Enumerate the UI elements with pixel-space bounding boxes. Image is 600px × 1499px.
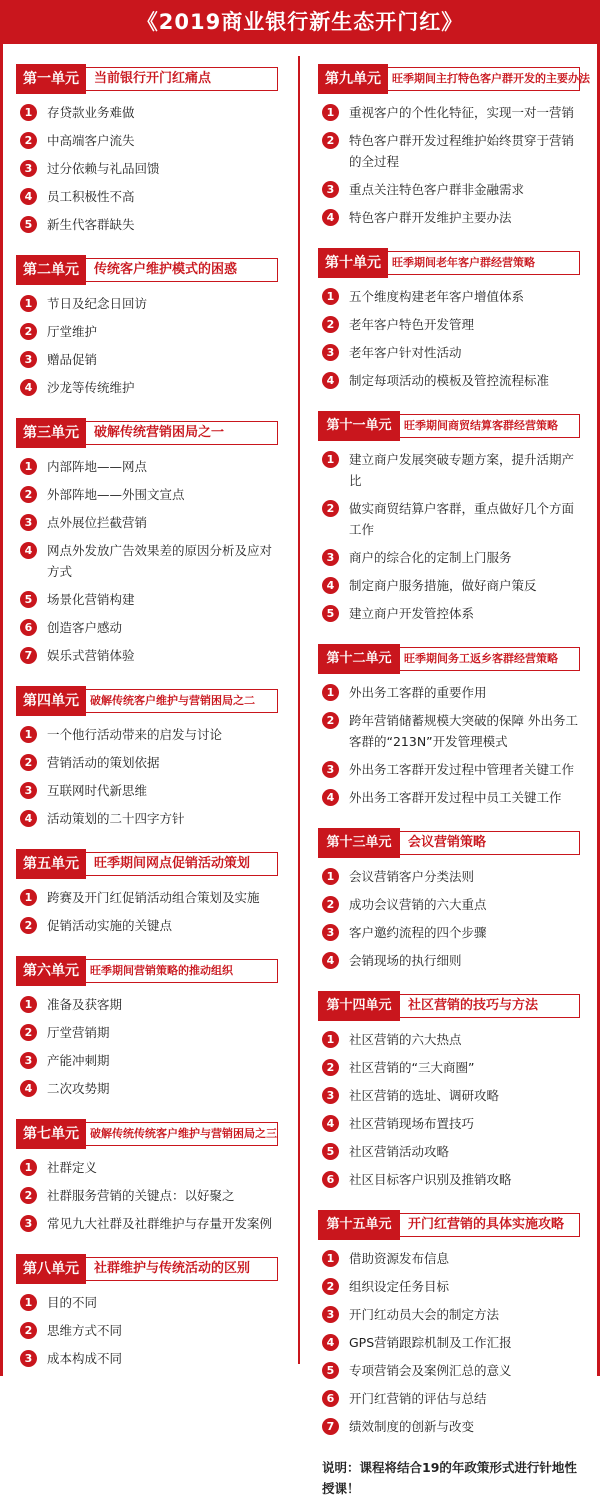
number-badge: 2 bbox=[20, 1322, 37, 1339]
unit-header bbox=[318, 991, 580, 1021]
number-badge: 4 bbox=[322, 952, 339, 969]
unit-title: 旺季期间老年客户群经营策略 bbox=[386, 251, 580, 275]
item-text: 新生代客群缺失 bbox=[47, 217, 135, 232]
unit-section bbox=[318, 991, 580, 1190]
unit-tag: 第四单元 bbox=[16, 686, 86, 716]
number-badge: 3 bbox=[322, 761, 339, 778]
number-badge: 2 bbox=[322, 712, 339, 729]
item-text: 外出务工客群开发过程中员工关键工作 bbox=[349, 790, 562, 805]
unit-header bbox=[16, 64, 278, 94]
unit-section bbox=[318, 64, 590, 228]
item-text: 特色客户群开发维护主要办法 bbox=[349, 210, 512, 225]
item-text: 社区营销现场布置技巧 bbox=[349, 1116, 475, 1131]
number-badge: 3 bbox=[20, 1215, 37, 1232]
item-text: 跨赛及开门红促销活动组合策划及实施 bbox=[47, 890, 260, 905]
unit-tag: 第七单元 bbox=[16, 1119, 86, 1149]
list-item bbox=[322, 1248, 580, 1269]
number-badge: 3 bbox=[322, 1087, 339, 1104]
list-item bbox=[20, 780, 278, 801]
item-text: 沙龙等传统维护 bbox=[47, 380, 135, 395]
list-item bbox=[20, 158, 278, 179]
left-border bbox=[0, 44, 3, 1376]
list-item bbox=[322, 710, 580, 752]
number-badge: 2 bbox=[20, 1024, 37, 1041]
item-text: 厅堂维护 bbox=[47, 324, 98, 339]
item-text: 制定商户服务措施，做好商户策反 bbox=[349, 578, 537, 593]
item-text: 产能冲刺期 bbox=[47, 1053, 110, 1068]
unit-section bbox=[16, 418, 278, 666]
number-badge: 1 bbox=[20, 726, 37, 743]
number-badge: 1 bbox=[322, 288, 339, 305]
unit-tag: 第十四单元 bbox=[318, 991, 400, 1021]
item-text: GPS营销跟踪机制及工作汇报 bbox=[349, 1335, 512, 1350]
item-text: 外出务工客群开发过程中管理者关键工作 bbox=[349, 762, 575, 777]
number-badge: 2 bbox=[322, 1059, 339, 1076]
unit-title: 当前银行开门红痛点 bbox=[84, 67, 278, 91]
item-text: 准备及获客期 bbox=[47, 997, 123, 1012]
item-text: 社区营销活动攻略 bbox=[349, 1144, 450, 1159]
column-divider bbox=[298, 56, 300, 1364]
list-item bbox=[322, 575, 580, 596]
list-item bbox=[322, 1141, 580, 1162]
item-text: 绩效制度的创新与改变 bbox=[349, 1419, 475, 1434]
list-item bbox=[20, 994, 278, 1015]
unit-header bbox=[16, 1119, 278, 1149]
list-item bbox=[322, 286, 580, 307]
unit-tag: 第十一单元 bbox=[318, 411, 400, 441]
number-badge: 3 bbox=[322, 924, 339, 941]
list-item bbox=[20, 617, 278, 638]
unit-title: 开门红营销的具体实施攻略 bbox=[398, 1213, 580, 1237]
list-item bbox=[322, 866, 580, 887]
number-badge: 7 bbox=[322, 1418, 339, 1435]
item-text: 商户的综合化的定制上门服务 bbox=[349, 550, 512, 565]
number-badge: 2 bbox=[20, 754, 37, 771]
number-badge: 2 bbox=[20, 132, 37, 149]
number-badge: 6 bbox=[322, 1171, 339, 1188]
item-text: 中高端客户流失 bbox=[47, 133, 135, 148]
item-text: 成本构成不同 bbox=[47, 1351, 123, 1366]
item-text: 借助资源发布信息 bbox=[349, 1251, 450, 1266]
unit-section bbox=[318, 248, 580, 391]
left-column bbox=[16, 64, 278, 1389]
item-text: 营销活动的策划依据 bbox=[47, 755, 160, 770]
item-text: 内部阵地——网点 bbox=[47, 459, 148, 474]
unit-section bbox=[16, 255, 278, 398]
list-item bbox=[20, 1050, 278, 1071]
list-item bbox=[322, 922, 580, 943]
number-badge: 2 bbox=[20, 917, 37, 934]
item-text: 网点外发放广告效果差的原因分析及应对方式 bbox=[47, 543, 273, 579]
unit-title: 传统客户维护模式的困惑 bbox=[84, 258, 278, 282]
item-text: 会议营销客户分类法则 bbox=[349, 869, 475, 884]
unit-section bbox=[318, 1210, 580, 1437]
list-item bbox=[20, 1320, 278, 1341]
number-badge: 4 bbox=[322, 372, 339, 389]
unit-header bbox=[318, 248, 580, 278]
list-item bbox=[322, 1360, 580, 1381]
item-text: 员工积极性不高 bbox=[47, 189, 135, 204]
unit-section bbox=[16, 849, 278, 936]
item-text: 会销现场的执行细则 bbox=[349, 953, 462, 968]
item-text: 外部阵地——外围文宣点 bbox=[47, 487, 185, 502]
list-item bbox=[20, 321, 278, 342]
number-badge: 4 bbox=[20, 188, 37, 205]
list-item bbox=[322, 1113, 580, 1134]
unit-tag: 第五单元 bbox=[16, 849, 86, 879]
unit-section bbox=[16, 64, 278, 235]
number-badge: 1 bbox=[322, 104, 339, 121]
item-text: 点外展位拦截营销 bbox=[47, 515, 148, 530]
list-item bbox=[322, 102, 580, 123]
number-badge: 1 bbox=[322, 868, 339, 885]
number-badge: 7 bbox=[20, 647, 37, 664]
list-item bbox=[322, 787, 580, 808]
list-item bbox=[20, 752, 278, 773]
list-item bbox=[20, 102, 278, 123]
number-badge: 2 bbox=[322, 500, 339, 517]
item-text: 特色客户群开发过程维护始终贯穿于营销的全过程 bbox=[349, 133, 575, 169]
unit-tag: 第十单元 bbox=[318, 248, 388, 278]
item-text: 重视客户的个性化特征，实现一对一营销 bbox=[349, 105, 575, 120]
item-text: 外出务工客群的重要作用 bbox=[349, 685, 487, 700]
list-item bbox=[20, 540, 278, 582]
number-badge: 5 bbox=[322, 1143, 339, 1160]
unit-header bbox=[318, 64, 590, 94]
number-badge: 4 bbox=[20, 379, 37, 396]
list-item bbox=[322, 894, 580, 915]
number-badge: 3 bbox=[20, 351, 37, 368]
unit-header bbox=[16, 956, 278, 986]
item-text: 一个他行活动带来的启发与讨论 bbox=[47, 727, 223, 742]
unit-tag: 第九单元 bbox=[318, 64, 388, 94]
list-item bbox=[322, 1388, 580, 1409]
number-badge: 3 bbox=[20, 160, 37, 177]
unit-header bbox=[318, 828, 580, 858]
list-item bbox=[20, 377, 278, 398]
unit-section bbox=[318, 411, 580, 624]
unit-header bbox=[16, 849, 278, 879]
number-badge: 4 bbox=[322, 209, 339, 226]
item-text: 做实商贸结算户客群，重点做好几个方面工作 bbox=[349, 501, 575, 537]
unit-title: 旺季期间商贸结算客群经营策略 bbox=[398, 414, 580, 438]
number-badge: 3 bbox=[322, 344, 339, 361]
list-item bbox=[20, 484, 278, 505]
list-item bbox=[20, 1185, 278, 1206]
list-item bbox=[322, 370, 580, 391]
number-badge: 1 bbox=[20, 889, 37, 906]
item-text: 促销活动实施的关键点 bbox=[47, 918, 173, 933]
item-text: 活动策划的二十四字方针 bbox=[47, 811, 185, 826]
list-item bbox=[20, 1213, 278, 1234]
page-title: 《2019商业银行新生态开门红》 bbox=[0, 0, 600, 44]
number-badge: 2 bbox=[322, 1278, 339, 1295]
unit-tag: 第三单元 bbox=[16, 418, 86, 448]
list-item bbox=[322, 1169, 580, 1190]
number-badge: 2 bbox=[20, 1187, 37, 1204]
number-badge: 1 bbox=[322, 1031, 339, 1048]
list-item bbox=[20, 915, 278, 936]
unit-section bbox=[318, 828, 580, 971]
number-badge: 4 bbox=[20, 1080, 37, 1097]
unit-header bbox=[16, 255, 278, 285]
list-item bbox=[322, 342, 580, 363]
number-badge: 4 bbox=[322, 1115, 339, 1132]
number-badge: 6 bbox=[20, 619, 37, 636]
item-text: 老年客户针对性活动 bbox=[349, 345, 462, 360]
number-badge: 1 bbox=[322, 684, 339, 701]
item-text: 社区营销的六大热点 bbox=[349, 1032, 462, 1047]
item-text: 开门红动员大会的制定方法 bbox=[349, 1307, 500, 1322]
list-item bbox=[20, 1022, 278, 1043]
item-text: 老年客户特色开发管理 bbox=[349, 317, 475, 332]
unit-tag: 第一单元 bbox=[16, 64, 86, 94]
list-item bbox=[20, 186, 278, 207]
list-item bbox=[20, 1292, 278, 1313]
list-item bbox=[20, 645, 278, 666]
item-text: 五个维度构建老年客户增值体系 bbox=[349, 289, 525, 304]
list-item bbox=[20, 589, 278, 610]
number-badge: 1 bbox=[20, 996, 37, 1013]
number-badge: 1 bbox=[20, 458, 37, 475]
item-text: 专项营销会及案例汇总的意义 bbox=[349, 1363, 512, 1378]
list-item bbox=[20, 1078, 278, 1099]
item-text: 存贷款业务难做 bbox=[47, 105, 135, 120]
list-item bbox=[20, 349, 278, 370]
item-text: 厅堂营销期 bbox=[47, 1025, 110, 1040]
list-item bbox=[322, 1304, 580, 1325]
unit-section bbox=[16, 686, 278, 829]
number-badge: 1 bbox=[20, 1159, 37, 1176]
list-item bbox=[322, 1085, 580, 1106]
item-text: 制定每项活动的模板及管控流程标准 bbox=[349, 373, 550, 388]
unit-header bbox=[16, 1254, 278, 1284]
number-badge: 1 bbox=[20, 295, 37, 312]
item-text: 思维方式不同 bbox=[47, 1323, 123, 1338]
list-item bbox=[322, 179, 580, 200]
number-badge: 3 bbox=[20, 782, 37, 799]
item-text: 社区营销的“三大商圈” bbox=[349, 1060, 475, 1075]
number-badge: 3 bbox=[20, 1350, 37, 1367]
unit-title: 破解传统客户维护与营销困局之二 bbox=[84, 689, 278, 713]
list-item bbox=[20, 130, 278, 151]
number-badge: 6 bbox=[322, 1390, 339, 1407]
unit-tag: 第二单元 bbox=[16, 255, 86, 285]
item-text: 客户邀约流程的四个步骤 bbox=[349, 925, 487, 940]
item-text: 社群服务营销的关键点：以好聚之 bbox=[47, 1188, 235, 1203]
unit-header bbox=[16, 686, 278, 716]
number-badge: 5 bbox=[20, 216, 37, 233]
list-item bbox=[322, 130, 580, 172]
item-text: 赠品促销 bbox=[47, 352, 98, 367]
unit-tag: 第十五单元 bbox=[318, 1210, 400, 1240]
list-item bbox=[322, 1416, 580, 1437]
number-badge: 1 bbox=[322, 451, 339, 468]
unit-section bbox=[318, 644, 580, 808]
number-badge: 4 bbox=[20, 542, 37, 559]
list-item bbox=[20, 1348, 278, 1369]
number-badge: 5 bbox=[322, 1362, 339, 1379]
list-item bbox=[20, 293, 278, 314]
unit-section bbox=[16, 956, 278, 1099]
item-text: 互联网时代新思维 bbox=[47, 783, 148, 798]
item-text: 场景化营销构建 bbox=[47, 592, 135, 607]
list-item bbox=[20, 724, 278, 745]
list-item bbox=[322, 603, 580, 624]
list-item bbox=[322, 950, 580, 971]
unit-title: 社区营销的技巧与方法 bbox=[398, 994, 580, 1018]
item-text: 娱乐式营销体验 bbox=[47, 648, 135, 663]
unit-title: 旺季期间网点促销活动策划 bbox=[84, 852, 278, 876]
unit-title: 社群维护与传统活动的区别 bbox=[84, 1257, 278, 1281]
unit-title: 旺季期间务工返乡客群经营策略 bbox=[398, 647, 580, 671]
number-badge: 3 bbox=[20, 1052, 37, 1069]
number-badge: 3 bbox=[20, 514, 37, 531]
item-text: 社区目标客户识别及推销攻略 bbox=[349, 1172, 512, 1187]
unit-title: 破解传统传统客户维护与营销困局之三 bbox=[84, 1122, 278, 1146]
right-column bbox=[318, 64, 590, 1499]
list-item bbox=[20, 214, 278, 235]
unit-title: 会议营销策略 bbox=[398, 831, 580, 855]
number-badge: 5 bbox=[322, 605, 339, 622]
number-badge: 1 bbox=[20, 104, 37, 121]
item-text: 过分依赖与礼品回馈 bbox=[47, 161, 160, 176]
list-item bbox=[322, 682, 580, 703]
unit-section bbox=[16, 1254, 278, 1369]
list-item bbox=[20, 1157, 278, 1178]
unit-header bbox=[16, 418, 278, 448]
list-item bbox=[322, 314, 580, 335]
list-item bbox=[322, 1276, 580, 1297]
item-text: 节日及纪念日回访 bbox=[47, 296, 148, 311]
number-badge: 2 bbox=[20, 486, 37, 503]
item-text: 开门红营销的评估与总结 bbox=[349, 1391, 487, 1406]
unit-header bbox=[318, 1210, 580, 1240]
number-badge: 4 bbox=[322, 577, 339, 594]
number-badge: 4 bbox=[322, 789, 339, 806]
number-badge: 4 bbox=[322, 1334, 339, 1351]
number-badge: 3 bbox=[322, 549, 339, 566]
item-text: 创造客户感动 bbox=[47, 620, 123, 635]
list-item bbox=[20, 512, 278, 533]
unit-title: 破解传统营销困局之一 bbox=[84, 421, 278, 445]
item-text: 组织设定任务目标 bbox=[349, 1279, 450, 1294]
unit-header bbox=[318, 644, 580, 674]
number-badge: 5 bbox=[20, 591, 37, 608]
list-item bbox=[322, 449, 580, 491]
number-badge: 4 bbox=[20, 810, 37, 827]
number-badge: 1 bbox=[20, 1294, 37, 1311]
list-item bbox=[20, 456, 278, 477]
footnote: 说明：课程将结合19的年政策形式进行针地性授课！ bbox=[322, 1460, 577, 1496]
item-text: 建立商户开发管控体系 bbox=[349, 606, 475, 621]
list-item bbox=[322, 1057, 580, 1078]
item-text: 重点关注特色客户群非金融需求 bbox=[349, 182, 525, 197]
list-item bbox=[322, 547, 580, 568]
list-item bbox=[322, 498, 580, 540]
list-item bbox=[322, 759, 580, 780]
list-item bbox=[20, 808, 278, 829]
number-badge: 2 bbox=[322, 316, 339, 333]
unit-tag: 第十二单元 bbox=[318, 644, 400, 674]
unit-tag: 第六单元 bbox=[16, 956, 86, 986]
unit-tag: 第八单元 bbox=[16, 1254, 86, 1284]
list-item bbox=[322, 207, 580, 228]
number-badge: 3 bbox=[322, 181, 339, 198]
item-text: 二次攻势期 bbox=[47, 1081, 110, 1096]
unit-title: 旺季期间营销策略的推动组织 bbox=[84, 959, 278, 983]
list-item bbox=[20, 887, 278, 908]
unit-header bbox=[318, 411, 580, 441]
unit-tag: 第十三单元 bbox=[318, 828, 400, 858]
item-text: 常见九大社群及社群维护与存量开发案例 bbox=[47, 1216, 273, 1231]
list-item bbox=[322, 1332, 580, 1353]
item-text: 建立商户发展突破专题方案，提升活期产比 bbox=[349, 452, 575, 488]
number-badge: 2 bbox=[322, 132, 339, 149]
list-item bbox=[322, 1029, 580, 1050]
item-text: 社群定义 bbox=[47, 1160, 98, 1175]
item-text: 目的不同 bbox=[47, 1295, 98, 1310]
unit-section bbox=[16, 1119, 278, 1234]
number-badge: 2 bbox=[20, 323, 37, 340]
number-badge: 3 bbox=[322, 1306, 339, 1323]
unit-title: 旺季期间主打特色客户群开发的主要办法 bbox=[386, 67, 580, 91]
item-text: 社区营销的选址、调研攻略 bbox=[349, 1088, 500, 1103]
number-badge: 1 bbox=[322, 1250, 339, 1267]
number-badge: 2 bbox=[322, 896, 339, 913]
item-text: 跨年营销储蓄规模大突破的保障 外出务工客群的“213N”开发管理模式 bbox=[349, 713, 578, 749]
item-text: 成功会议营销的六大重点 bbox=[349, 897, 487, 912]
